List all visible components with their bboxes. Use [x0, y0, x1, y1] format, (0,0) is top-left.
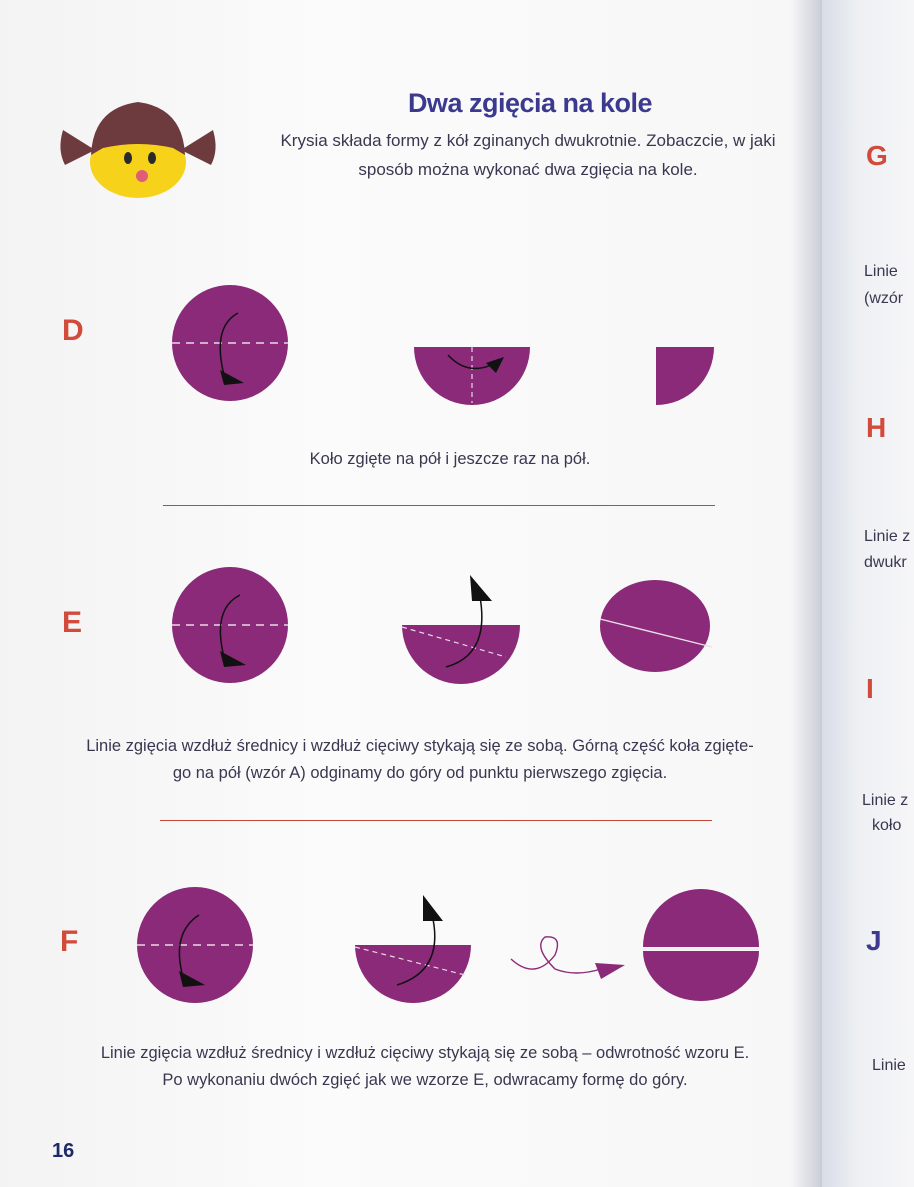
section-divider — [163, 505, 715, 506]
section-letter-f: F — [60, 925, 79, 958]
folded-circle-shape — [600, 580, 710, 672]
section-letter-d: D — [62, 314, 84, 347]
section-letter-e: E — [62, 606, 83, 639]
caption-line: Koło zgięte na pół i jeszcze raz na pół. — [309, 450, 591, 468]
caption-line: Linie zgięcia wzdłuż średnicy i wzdłuż cięciwy stykają się ze sobą – odwrotność wzoru E. — [100, 1044, 750, 1062]
page-title: Dwa zgięcia na kole — [407, 88, 653, 118]
page-number: 16 — [52, 1140, 75, 1162]
section-divider — [160, 820, 712, 821]
right-text-fragment: Linie — [872, 1057, 906, 1074]
caption-line: go na pół (wzór A) odginamy do góry od punktu pierwszego zgięcia. — [172, 764, 668, 782]
caption-line: Linie zgięcia wzdłuż średnicy i wzdłuż cięciwy stykają się ze sobą. Górną część koła zgięte- — [86, 737, 754, 755]
caption-f — [30, 1040, 820, 1094]
half-circle-shape — [402, 625, 520, 684]
intro-text — [228, 126, 828, 184]
girl-mascot-icon — [55, 100, 220, 200]
right-section-letter: I — [866, 673, 874, 704]
half-circle-shape — [355, 945, 471, 1003]
right-page — [822, 0, 914, 1187]
diagram-f — [135, 885, 775, 1010]
right-text-fragment: dwukr — [864, 554, 907, 571]
caption-d — [150, 446, 750, 473]
intro-line: Krysia składa formy z kół zginanych dwukrotnie. Zobaczcie, w jaki — [280, 131, 776, 150]
right-section-letter: H — [866, 412, 887, 443]
right-section-letter: G — [866, 140, 888, 171]
diagram-e — [150, 565, 750, 695]
right-text-fragment: Linie — [864, 263, 898, 280]
right-text-fragment: Linie z — [864, 528, 911, 545]
right-section-letter: J — [866, 925, 882, 956]
caption-line: Po wykonaniu dwóch zgięć jak we wzorze E, odwracamy formę do góry. — [162, 1071, 688, 1089]
quarter-circle-shape — [656, 347, 714, 405]
upper-fold-shape — [643, 889, 759, 947]
diagram-d — [150, 285, 750, 410]
caption-e — [30, 733, 810, 787]
right-text-fragment: Linie z — [862, 792, 909, 809]
lower-fold-shape — [643, 951, 759, 1001]
intro-line: sposób można wykonać dwa zgięcia na kole. — [358, 160, 698, 179]
right-text-fragment: (wzór — [864, 290, 904, 307]
right-text-fragment: koło — [872, 817, 902, 834]
